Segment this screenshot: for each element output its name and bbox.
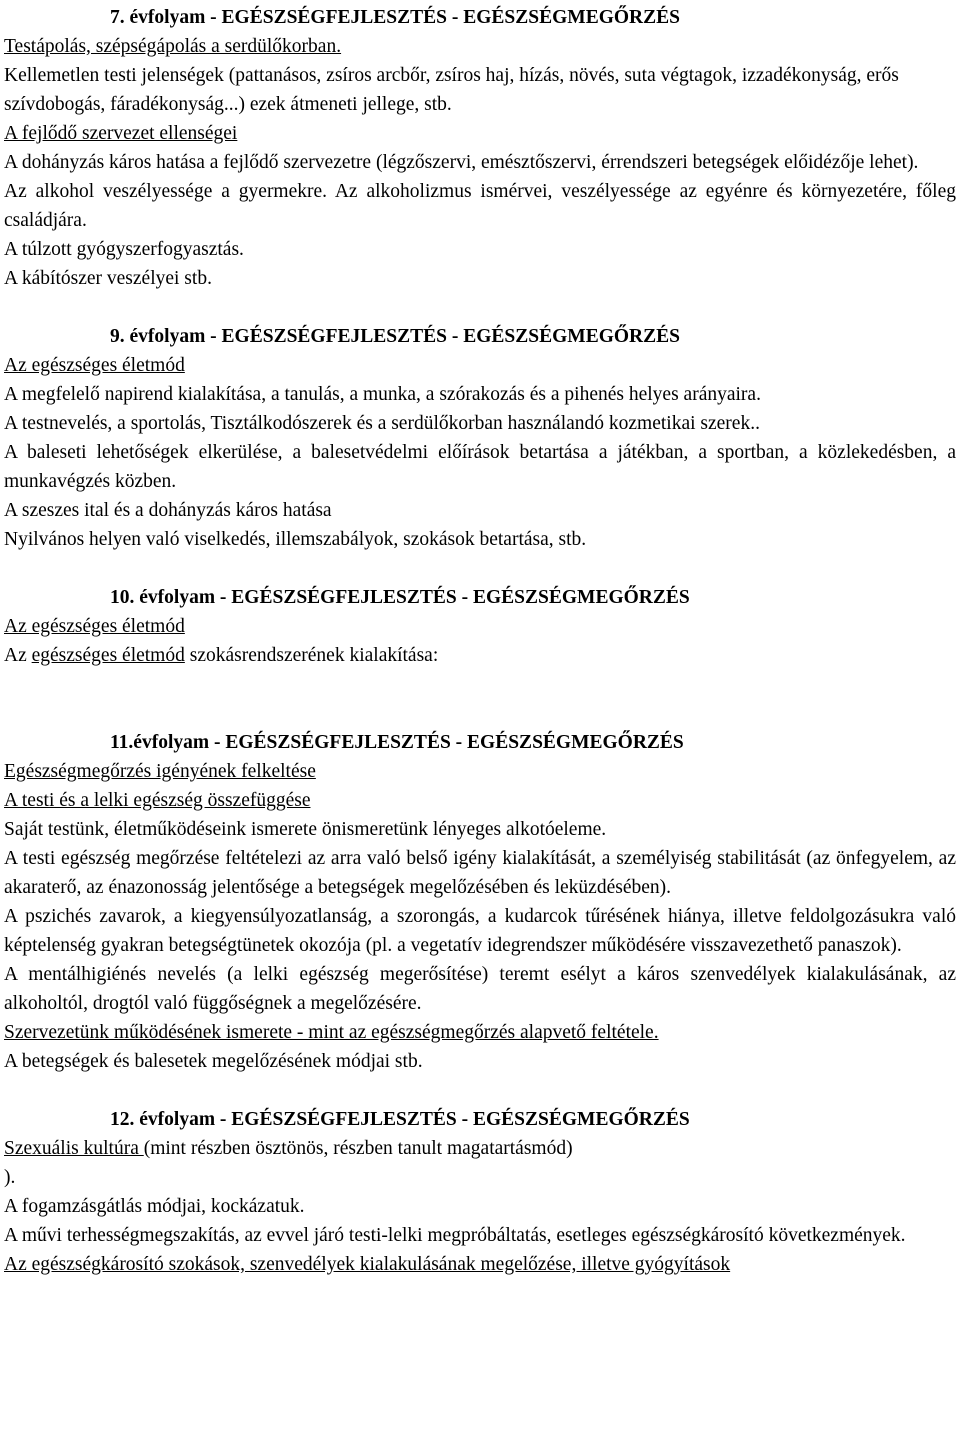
- paragraph: A testi egészség megőrzése feltételezi az arra való belső igény kialakítását, a személyiség stabilitását (az önfegyelem, az akaraterő, az énazonosság jelentősége a betegségek megelőzésében és leküzdésében).: [4, 848, 956, 898]
- subheading: Testápolás, szépségápolás a serdülőkorban.: [4, 36, 342, 57]
- subheading: Az egészségkárosító szokások, szenvedélyek kialakulásának megelőzése, illetve gyógyítások: [4, 1254, 731, 1275]
- section-grade-12: [4, 1105, 956, 1279]
- paragraph: Saját testünk, életműködéseink ismerete önismeretünk lényeges alkotóeleme.: [4, 819, 607, 840]
- section-heading: 11.évfolyam - EGÉSZSÉGFEJLESZTÉS - EGÉSZSÉGMEGŐRZÉS: [110, 732, 684, 753]
- paragraph: A fogamzásgátlás módjai, kockázatuk.: [4, 1196, 305, 1217]
- paragraph-text: szokásrendszerének kialakítása:: [184, 645, 439, 666]
- paragraph: ).: [4, 1167, 16, 1188]
- paragraph: A művi terhességmegszakítás, az evvel járó testi-lelki megpróbáltatás, esetleges egészségkárosító következmények.: [4, 1225, 906, 1246]
- section-grade-9: [4, 322, 956, 554]
- section-grade-11: [4, 728, 956, 1076]
- section-heading: 12. évfolyam - EGÉSZSÉGFEJLESZTÉS - EGÉSZSÉGMEGŐRZÉS: [110, 1109, 690, 1130]
- paragraph: A pszichés zavarok, a kiegyensúlyozatlanság, a szorongás, a kudarcok tűrésének hiánya, illetve feldolgozásukra való képtelenség gyakran betegségtünetek okozója (pl. a vegetatív idegrendszer működésére visszavezethető panaszok).: [4, 906, 956, 956]
- subheading: Az egészséges életmód: [4, 616, 185, 637]
- section-grade-10: [4, 583, 956, 670]
- paragraph: Nyilvános helyen való viselkedés, illemszabályok, szokások betartása, stb.: [4, 529, 587, 550]
- paragraph: A túlzott gyógyszerfogyasztás.: [4, 239, 244, 260]
- subheading: A testi és a lelki egészség összefüggése: [4, 790, 311, 811]
- subheading: A fejlődő szervezet ellenségei: [4, 123, 238, 144]
- subheading-line: [4, 1134, 956, 1163]
- paragraph: A testnevelés, a sportolás, Tisztálkodószerek és a serdülőkorban használandó kozmetikai szerek..: [4, 413, 760, 434]
- section-heading: 9. évfolyam - EGÉSZSÉGFEJLESZTÉS - EGÉSZSÉGMEGŐRZÉS: [110, 326, 680, 347]
- paragraph: A baleseti lehetőségek elkerülése, a balesetvédelmi előírások betartása a játékban, a sportban, a közlekedésben, a munkavégzés közben.: [4, 442, 956, 492]
- spacer: [4, 1076, 956, 1105]
- paragraph-text: (mint részben ösztönös, részben tanult magatartásmód): [143, 1138, 573, 1159]
- paragraph: Az alkohol veszélyessége a gyermekre. Az alkoholizmus ismérvei, veszélyessége az egyénre és környezetére, főleg családjára.: [4, 181, 956, 231]
- spacer: [4, 670, 956, 728]
- paragraph: A betegségek és balesetek megelőzésének módjai stb.: [4, 1051, 423, 1072]
- section-grade-7: [4, 3, 956, 293]
- paragraph: [4, 641, 956, 670]
- spacer: [4, 293, 956, 322]
- paragraph: A dohányzás káros hatása a fejlődő szervezetre (légzőszervi, emésztőszervi, érrendszeri betegségek előidézője lehet).: [4, 152, 919, 173]
- subheading: Az egészséges életmód: [4, 355, 185, 376]
- subheading: Egészségmegőrzés igényének felkeltése: [4, 761, 316, 782]
- subheading: Szervezetünk működésének ismerete - mint az egészségmegőrzés alapvető feltétele.: [4, 1022, 659, 1043]
- section-heading: 10. évfolyam - EGÉSZSÉGFEJLESZTÉS - EGÉSZSÉGMEGŐRZÉS: [110, 587, 690, 608]
- paragraph-text: Az: [4, 645, 32, 666]
- paragraph: Kellemetlen testi jelenségek (pattanásos, zsíros arcbőr, zsíros haj, hízás, növés, suta végtagok, izzadékonyság, erős szívdobogás, fáradékonyság...) ezek átmeneti jellege, stb.: [4, 65, 899, 115]
- paragraph: A mentálhigiénés nevelés (a lelki egészség megerősítése) teremt esélyt a káros szenvedélyek kialakulásának, az alkoholtól, drogtól való függőségnek a megelőzésére.: [4, 964, 956, 1014]
- paragraph: A megfelelő napirend kialakítása, a tanulás, a munka, a szórakozás és a pihenés helyes arányaira.: [4, 384, 761, 405]
- spacer: [4, 554, 956, 583]
- paragraph: A szeszes ital és a dohányzás káros hatása: [4, 500, 332, 521]
- section-heading: 7. évfolyam - EGÉSZSÉGFEJLESZTÉS - EGÉSZSÉGMEGŐRZÉS: [110, 7, 680, 28]
- hyperlink-text: egészséges életmód: [31, 645, 185, 666]
- paragraph: A kábítószer veszélyei stb.: [4, 268, 212, 289]
- subheading: Szexuális kultúra: [4, 1138, 144, 1159]
